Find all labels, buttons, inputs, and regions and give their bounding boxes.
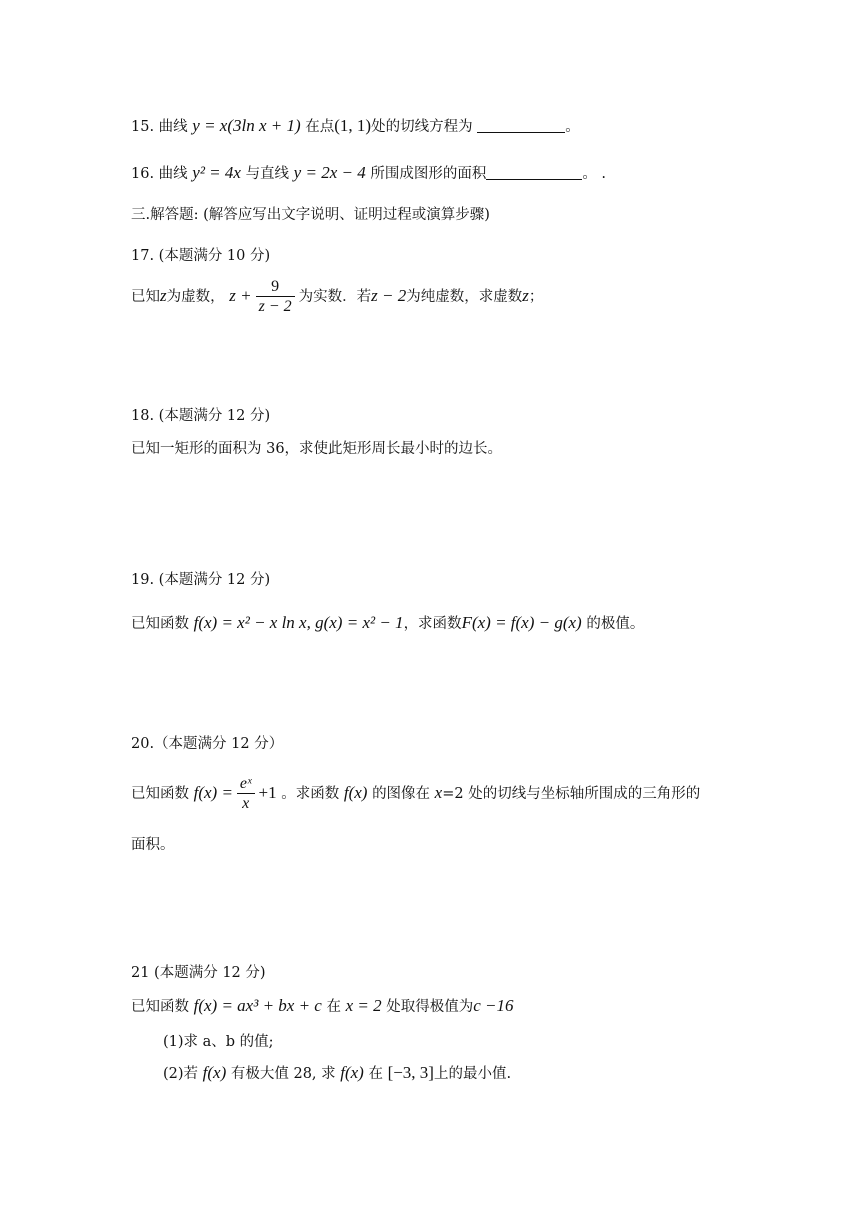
q19-text-2: ，求函数	[403, 616, 462, 632]
q19-F-definition: F(x) = f(x) − g(x)	[461, 613, 582, 632]
q21-part-1: (1)求 a、b 的值;	[163, 1034, 274, 1050]
q21-extreme-value: c −16	[473, 996, 514, 1015]
q17-tail: ；	[528, 289, 544, 305]
q20-plus-one: +1	[258, 783, 277, 802]
question-21	[131, 996, 514, 1017]
q15-answer-blank	[477, 118, 565, 133]
q18-header: 18. (本题满分 12 分)	[131, 408, 271, 424]
q21-part-2-fx-2: f(x)	[340, 1063, 364, 1082]
question-20	[131, 771, 700, 816]
q20-fx-2: f(x)	[343, 783, 368, 802]
q17-text-3: 为实数．若	[298, 289, 372, 305]
q18-body: 已知一矩形的面积为 36，求使此矩形周长最小时的边长。	[131, 441, 503, 457]
q19-functions: f(x) = x² − x ln x, g(x) = x² − 1	[193, 613, 404, 632]
q16-number: 16.	[131, 166, 155, 182]
q16-line-equation: y = 2x − 4	[293, 163, 366, 182]
q17-z-minus-2: z − 2	[371, 286, 407, 305]
q21-part-2-fx: f(x)	[202, 1063, 227, 1082]
question-17	[131, 277, 543, 317]
q17-fraction-numerator: 9	[271, 277, 280, 295]
section-3-heading: 三.解答题: (解答应写出文字说明、证明过程或演算步骤)	[131, 207, 490, 223]
q21-header: 21 (本题满分 12 分)	[131, 965, 266, 981]
q17-text-1: 已知	[131, 289, 160, 305]
q17-header: 17. (本题满分 10 分)	[131, 248, 271, 264]
q20-header: 20.（本题满分 12 分）	[131, 736, 284, 752]
q15-text-1: 曲线	[158, 119, 188, 135]
q15-curve-equation: y = x(3ln x + 1)	[192, 116, 301, 135]
q20-text-1: 已知函数	[131, 786, 189, 802]
q21-text-1: 已知函数	[131, 999, 189, 1015]
q19-text-3: 的极值。	[586, 616, 645, 632]
q19-header: 19. (本题满分 12 分)	[131, 572, 271, 588]
q20-fx: f(x) =	[193, 783, 233, 802]
q21-part-2-text-b: 有极大值 28, 求	[230, 1066, 336, 1082]
q21-interval: [−3, 3]	[387, 1063, 434, 1082]
q15-text-2: 在点	[305, 119, 335, 135]
q17-fraction-denominator: z − 2	[256, 296, 295, 317]
q21-part-2	[163, 1063, 511, 1084]
q17-z-final: z	[522, 286, 529, 305]
q16-text-3: 所围成图形的面积	[370, 166, 487, 182]
q20-line-2: 面积。	[131, 837, 175, 853]
q17-z-plus: z +	[229, 286, 252, 305]
q21-text-3: 处取得极值为	[386, 999, 474, 1015]
q21-part-2-text-d: 上的最小值.	[433, 1066, 512, 1082]
q21-part-2-text-c: 在	[368, 1066, 383, 1082]
question-19	[131, 613, 644, 634]
q20-fraction	[237, 775, 255, 814]
q21-x-eq-2: x = 2	[345, 996, 382, 1015]
q15-text-3: 处的切线方程为	[371, 119, 473, 135]
q20-text-3: 的图像在	[372, 786, 431, 802]
q20-text-4: =2 处的切线与坐标轴所围成的三角形的	[442, 786, 701, 802]
q15-number: 15.	[131, 119, 155, 135]
q17-z: z	[160, 286, 167, 305]
q15-point: (1, 1)	[334, 116, 372, 135]
q20-x: x	[434, 783, 443, 802]
q16-answer-blank	[486, 165, 582, 180]
q21-text-2: 在	[326, 999, 341, 1015]
q17-text-4: 为纯虚数，求虚数	[406, 289, 523, 305]
q20-fraction-numerator: eˣ	[239, 774, 252, 792]
q16-text-1: 曲线	[158, 166, 188, 182]
q16-text-2: 与直线	[245, 166, 290, 182]
question-15	[131, 116, 580, 137]
q21-part-2-text-a: (2)若	[163, 1066, 199, 1082]
q21-function: f(x) = ax³ + bx + c	[193, 996, 322, 1015]
q17-text-2: 为虚数，	[166, 289, 225, 305]
q19-text-1: 已知函数	[131, 616, 189, 632]
q20-text-2: 。求函数	[281, 786, 340, 802]
q16-tail: 。 .	[582, 166, 607, 182]
q15-tail: 。	[565, 119, 580, 135]
q20-fraction-denominator: x	[237, 793, 255, 814]
q16-curve-equation: y² = 4x	[192, 163, 241, 182]
q17-fraction	[256, 278, 295, 317]
question-16	[131, 163, 606, 184]
